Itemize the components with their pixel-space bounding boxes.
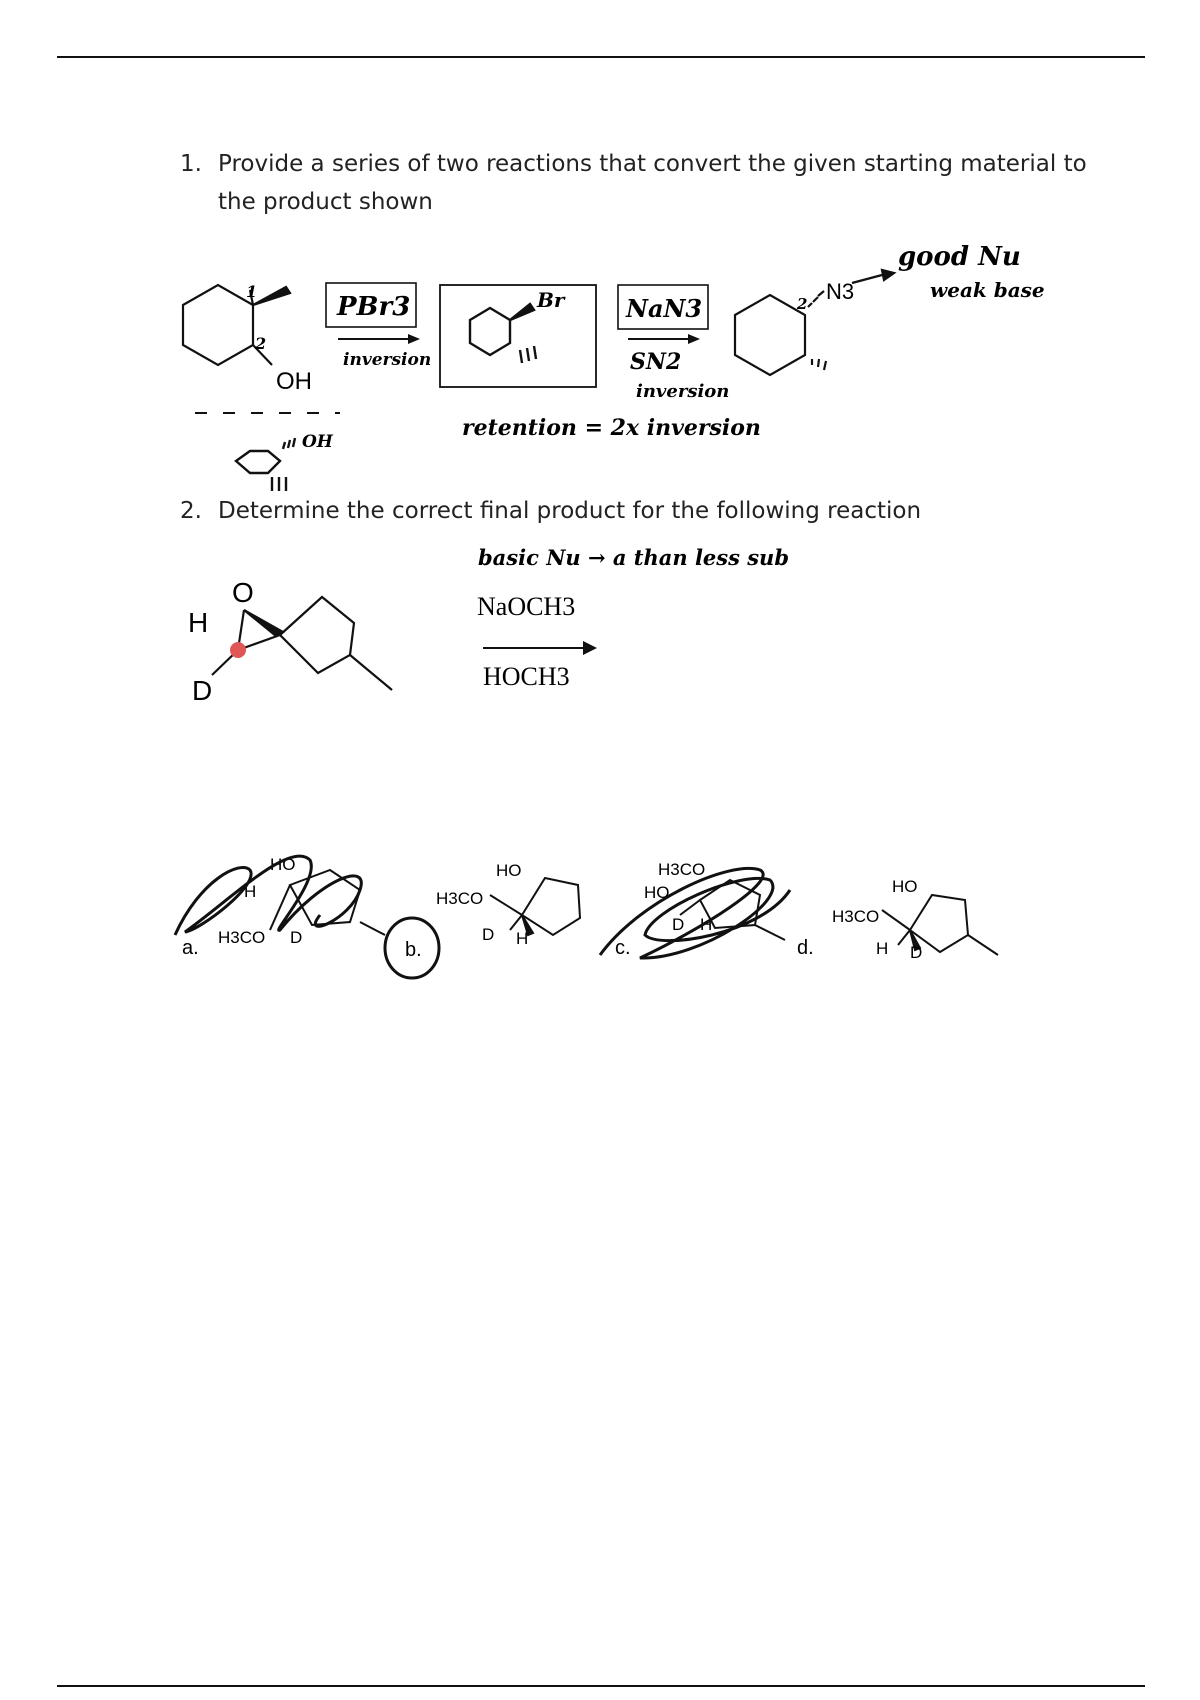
reagent-2: NaN3 <box>626 294 703 323</box>
choice-b-letter: b. <box>405 939 422 961</box>
choice-c-letter: c. <box>615 937 631 959</box>
note-inversion-2: inversion <box>636 381 730 402</box>
question-2-text: Determine the correct final product for the following reaction <box>218 498 922 524</box>
starting-material <box>183 285 290 365</box>
product-n3: N3 <box>826 279 855 304</box>
choice-a-h: H <box>244 882 257 901</box>
side-note-good-nu: good Nu <box>898 242 1021 272</box>
reagent-bottom: HOCH3 <box>483 662 570 691</box>
choice-d-h: H <box>876 939 889 958</box>
intermediate-br: Br <box>537 288 565 312</box>
product-label-c2: 2 <box>797 295 808 313</box>
choice-d-d: D <box>910 943 923 962</box>
choice-c-h: H <box>700 915 713 934</box>
question-2-note: basic Nu → a than less sub <box>478 545 790 570</box>
choice-c[interactable] <box>600 860 790 959</box>
sm-label-c1: 1 <box>246 282 258 301</box>
sm-label-c2: 2 <box>255 334 267 353</box>
question-2-scheme <box>0 535 1200 755</box>
intermediate-box <box>440 285 596 387</box>
choice-b-ho: HO <box>496 861 522 880</box>
choice-b-h: H <box>516 929 529 948</box>
bottom-rule <box>57 1685 1145 1687</box>
choice-b-h3co: H3CO <box>436 889 484 908</box>
question-1-scheme <box>0 235 1200 495</box>
top-rule <box>57 56 1145 58</box>
epoxide-h: H <box>188 607 209 638</box>
question-2-number: 2. <box>180 498 202 524</box>
epoxide-d: D <box>192 675 213 706</box>
choice-a-letter: a. <box>182 937 199 959</box>
reagent-1: PBr3 <box>337 292 411 322</box>
doodle-structure <box>236 438 295 491</box>
answer-choices <box>0 840 1200 990</box>
choice-c-d: D <box>672 915 685 934</box>
choice-a[interactable] <box>175 855 385 959</box>
intermediate-structure <box>470 304 536 363</box>
choice-d-h3co: H3CO <box>832 907 880 926</box>
product-structure <box>735 270 894 375</box>
choice-c-h3co: H3CO <box>658 860 706 879</box>
question-1-text: Provide a series of two reactions that convert the given starting material to the product shown <box>218 151 1087 215</box>
choice-d-letter: d. <box>797 937 814 959</box>
choice-a-d: D <box>290 928 303 947</box>
choice-d[interactable] <box>797 877 998 962</box>
question-1-number: 1. <box>180 151 202 177</box>
highlight-dot <box>230 642 246 658</box>
doodle-oh: OH <box>302 432 333 452</box>
choice-a-h3co: H3CO <box>218 928 266 947</box>
choice-d-ho: HO <box>892 877 918 896</box>
side-note-weak-base: weak base <box>930 278 1045 302</box>
choice-b[interactable] <box>385 861 580 978</box>
note-inversion-1: inversion <box>343 350 432 370</box>
choice-a-ho: HO <box>270 855 296 874</box>
sm-label-oh: OH <box>276 368 312 395</box>
reagent-top: NaOCH3 <box>477 592 576 621</box>
retention-note: retention = 2x inversion <box>462 415 761 441</box>
note-sn2: SN2 <box>630 349 682 375</box>
choice-c-ho: HO <box>644 883 670 902</box>
choice-b-d: D <box>482 925 495 944</box>
epoxide-o: O <box>232 577 254 608</box>
